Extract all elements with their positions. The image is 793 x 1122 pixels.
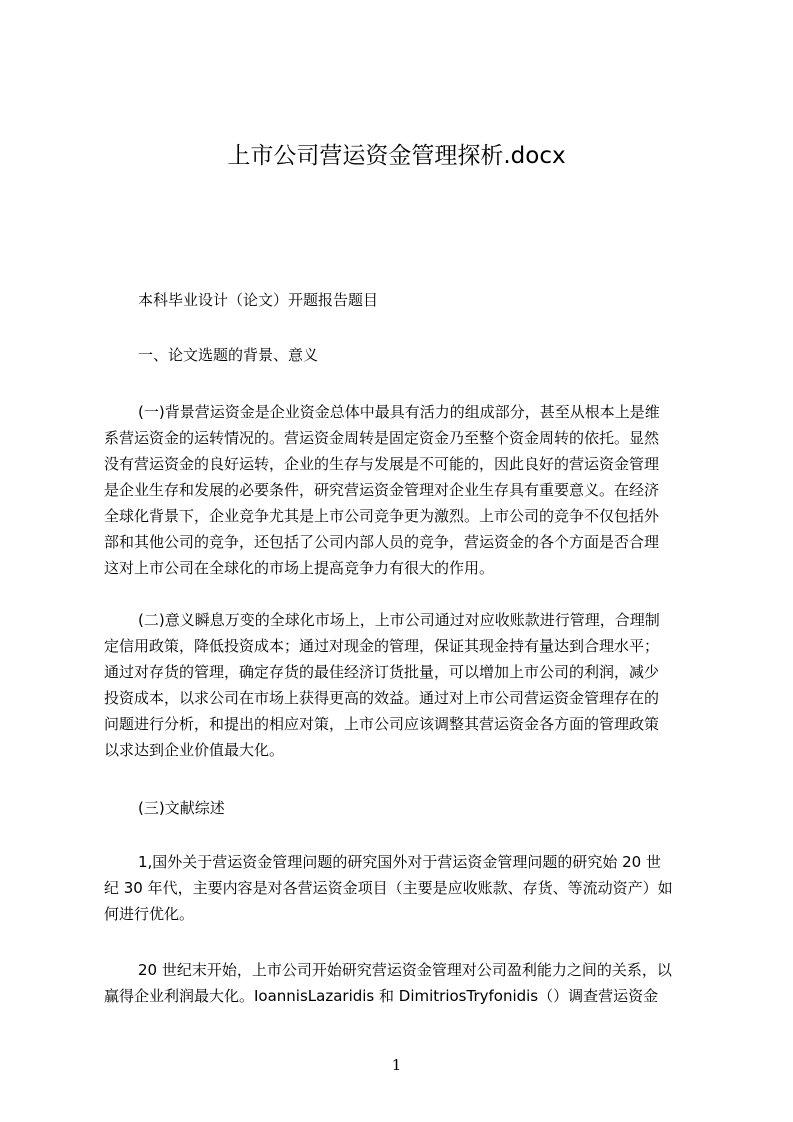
paragraph-line: 以求达到企业价值最大化。 <box>104 741 285 759</box>
paragraph-line: 是企业生存和发展的必要条件，研究营运资金管理对企业生存具有重要意义。在经济 <box>104 481 660 499</box>
paragraph-line: 这对上市公司在全球化的市场上提高竞争力有很大的作用。 <box>104 559 495 577</box>
paragraph-line: 没有营运资金的良好运转，企业的生存与发展是不可能的，因此良好的营运资金管理 <box>104 455 660 473</box>
paragraph-background <box>104 399 700 581</box>
section-heading-background: 一、论文选题的背景、意义 <box>138 346 319 364</box>
paragraph-line: 赢得企业利润最大化。IoannisLazaridis 和 DimitriosTryfonidis（）调查营运资金 <box>104 987 659 1005</box>
paragraph-foreign-research <box>104 849 700 927</box>
paragraph-line: 何进行优化。 <box>104 905 195 923</box>
paragraph-line: 问题进行分析，和提出的相应对策，上市公司应该调整其营运资金各方面的管理政策 <box>104 715 660 733</box>
paragraph-late-century <box>104 957 700 1009</box>
paragraph-line: 系营运资金的运转情况的。营运资金周转是固定资金乃至整个资金周转的依托。显然 <box>104 429 660 447</box>
paragraph-line: 20 世纪末开始，上市公司开始研究营运资金管理对公司盈利能力之间的关系，以 <box>138 961 672 979</box>
paragraph-line: 通过对存货的管理，确定存货的最佳经济订货批量，可以增加上市公司的利润，减少 <box>104 663 660 681</box>
paragraph-line: 投资成本，以求公司在市场上获得更高的效益。通过对上市公司营运资金管理存在的 <box>104 689 660 707</box>
paragraph-line: (一)背景营运资金是企业资金总体中最具有活力的组成部分，甚至从根本上是维 <box>138 403 660 421</box>
paragraph-line: 全球化背景下，企业竞争尤其是上市公司竞争更为激烈。上市公司的竞争不仅包括外 <box>104 507 660 525</box>
paragraph-line: 1,国外关于营运资金管理问题的研究国外对于营运资金管理问题的研究始 20 世 <box>138 853 661 871</box>
page-number: 1 <box>391 1056 402 1074</box>
paragraph-line: 定信用政策，降低投资成本；通过对现金的管理，保证其现金持有量达到合理水平； <box>104 637 660 655</box>
literature-review-heading: (三)文献综述 <box>138 799 225 817</box>
paragraph-line: (二)意义瞬息万变的全球化市场上，上市公司通过对应收账款进行管理，合理制 <box>138 611 660 629</box>
paragraph-significance <box>104 607 700 763</box>
document-title: 上市公司营运资金管理探析.docx <box>227 143 566 169</box>
paragraph-line: 纪 30 年代，主要内容是对各营运资金项目（主要是应收账款、存货、等流动资产）如 <box>104 879 673 897</box>
paragraph-line: 部和其他公司的竞争，还包括了公司内部人员的竞争，营运资金的各个方面是否合理 <box>104 533 660 551</box>
report-heading: 本科毕业设计（论文）开题报告题目 <box>138 291 379 309</box>
